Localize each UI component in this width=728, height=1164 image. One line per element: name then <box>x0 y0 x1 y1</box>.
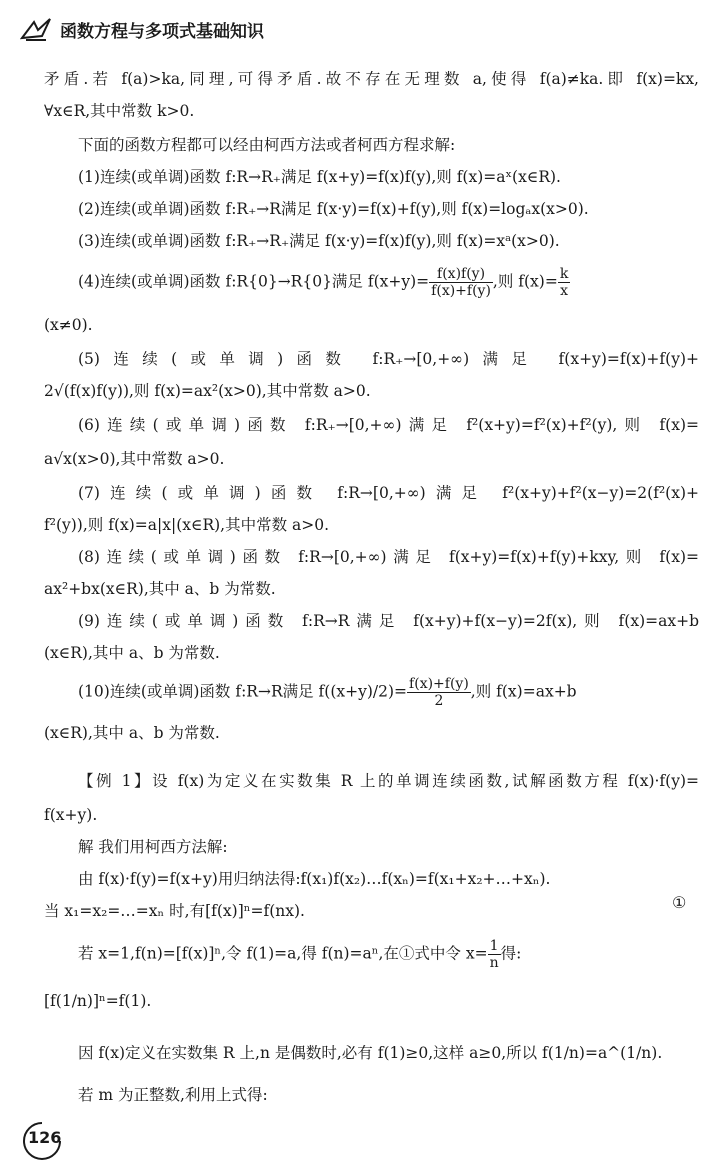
item-5: (5)连续(或单调)函数 f:R₊→[0,+∞)满足 f(x+y)=f(x)+f(y)+ <box>78 350 699 368</box>
fraction-denominator: n <box>489 955 499 971</box>
solution-heading: 解 我们用柯西方法解: <box>78 838 228 856</box>
item-6: (6)连续(或单调)函数 f:R₊→[0,+∞)满足 f²(x+y)=f²(x)+f²(y),则 f(x)= <box>78 416 699 434</box>
fraction-numerator: f(x)+f(y) <box>409 676 469 692</box>
page-number: 126 <box>28 1128 62 1147</box>
fraction-numerator: k <box>559 266 569 282</box>
solution-line-3-text: 若 x=1,f(n)=[f(x)]ⁿ,令 f(1)=a,得 f(n)=aⁿ,在①式中令 x= <box>78 944 488 963</box>
solution-line-3-tail: 得: <box>500 944 522 963</box>
item-6-cont: a√x(x>0),其中常数 a>0. <box>44 450 225 468</box>
fraction-denominator: 2 <box>434 693 444 709</box>
text-line-1: 矛盾.若 f(a)>ka,同理,可得矛盾.故不存在无理数 a,使得 f(a)≠ka.即 f(x)=kx, <box>44 70 699 88</box>
header-title: 函数方程与多项式基础知识 <box>60 21 264 42</box>
fraction-denominator: x <box>560 283 569 299</box>
item-9-cont: (x∈R),其中 a、b 为常数. <box>44 644 220 662</box>
solution-line-4: 因 f(x)定义在实数集 R 上,n 是偶数时,必有 f(1)≥0,这样 a≥0,所以 f(1/n)=a^(1/n). <box>78 1044 663 1062</box>
item-5-cont: 2√(f(x)f(y)),则 f(x)=ax²(x>0),其中常数 a>0. <box>44 382 371 400</box>
item-10-fraction <box>407 676 471 709</box>
item-10-cont: (x∈R),其中 a、b 为常数. <box>44 724 220 742</box>
book-logo-icon <box>20 16 54 42</box>
text-line-2: ∀x∈R,其中常数 k>0. <box>44 102 195 120</box>
item-1: (1)连续(或单调)函数 f:R→R₊满足 f(x+y)=f(x)f(y),则 f(x)=aˣ(x∈R). <box>78 168 561 186</box>
item-4-cont: (x≠0). <box>44 316 93 334</box>
item-8-cont: ax²+bx(x∈R),其中 a、b 为常数. <box>44 580 276 598</box>
solution-line-3 <box>78 938 699 971</box>
fraction-denominator: f(x)+f(y) <box>431 283 491 299</box>
item-4-fraction <box>429 266 493 299</box>
solution-formula: [f(1/n)]ⁿ=f(1). <box>44 992 152 1010</box>
item-4-k-fraction <box>558 266 570 299</box>
item-4-text: (4)连续(或单调)函数 f:R{0}→R{0}满足 f(x+y)= <box>78 272 430 291</box>
text-line-3: 下面的函数方程都可以经由柯西方法或者柯西方程求解: <box>78 136 456 154</box>
item-4 <box>78 266 699 299</box>
item-10-text: (10)连续(或单调)函数 f:R→R满足 f((x+y)/2)= <box>78 682 408 701</box>
item-8: (8)连续(或单调)函数 f:R→[0,+∞)满足 f(x+y)=f(x)+f(y)+kxy,则 f(x)= <box>78 548 699 566</box>
equation-marker: ① <box>672 893 687 912</box>
example-1-cont: f(x+y). <box>44 806 98 824</box>
item-3: (3)连续(或单调)函数 f:R₊→R₊满足 f(x·y)=f(x)f(y),则 f(x)=xᵃ(x>0). <box>78 232 560 250</box>
fraction-numerator: 1 <box>488 938 501 955</box>
item-10-tail: ,则 f(x)=ax+b <box>470 682 577 701</box>
solution-fraction <box>488 938 501 971</box>
item-10 <box>78 676 699 709</box>
item-7: (7)连续(或单调)函数 f:R→[0,+∞)满足 f²(x+y)+f²(x−y)=2(f²(x)+ <box>78 484 699 502</box>
fraction-numerator: f(x)f(y) <box>429 266 493 283</box>
solution-line-1: 由 f(x)·f(y)=f(x+y)用归纳法得:f(x₁)f(x₂)…f(xₙ)=f(x₁+x₂+…+xₙ). <box>78 870 551 888</box>
item-2: (2)连续(或单调)函数 f:R₊→R满足 f(x·y)=f(x)+f(y),则 f(x)=logₐx(x>0). <box>78 200 589 218</box>
page-number-badge <box>18 1120 66 1160</box>
item-7-cont: f²(y)),则 f(x)=a|x|(x∈R),其中常数 a>0. <box>44 516 330 534</box>
running-header <box>20 14 710 44</box>
item-9: (9)连续(或单调)函数 f:R→R满足 f(x+y)+f(x−y)=2f(x),则 f(x)=ax+b <box>78 612 699 630</box>
item-4-tail: ,则 f(x)= <box>492 272 558 291</box>
solution-line-2: 当 x₁=x₂=…=xₙ 时,有[f(x)]ⁿ=f(nx). <box>44 902 305 920</box>
example-1-statement: 【例 1】设 f(x)为定义在实数集 R 上的单调连续函数,试解函数方程 f(x)·f(y)= <box>78 772 699 790</box>
solution-line-5: 若 m 为正整数,利用上式得: <box>78 1086 268 1104</box>
